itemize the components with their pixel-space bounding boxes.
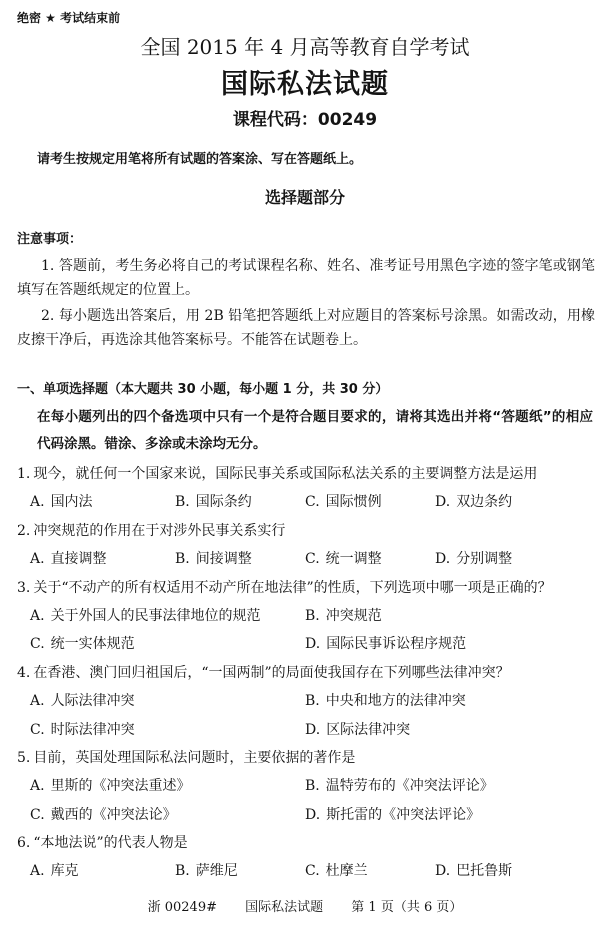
option-label: B. [175,863,190,880]
option-label: B. [175,551,190,568]
option-text: 国际惯例 [325,494,382,511]
option-text: 中央和地方的法律冲突 [325,693,466,710]
option-label: A. [30,494,45,511]
answer-notice: 请考生按规定用笔将所有试题的答案涂、写在答题纸上。 [37,152,363,167]
question-stem [17,744,595,772]
question-item [17,574,595,659]
option-label: B. [305,693,320,710]
option-text: 戴西的《冲突法论》 [50,806,177,823]
option-label: D. [435,551,451,568]
answer-option [305,716,595,744]
option-label: C. [305,863,320,880]
option-text: 人际法律冲突 [50,693,135,710]
footer-title: 国际私法试题 [245,900,324,915]
option-text: 关于外国人的民事法律地位的规范 [50,607,261,624]
question-number: 5. [17,749,31,766]
part-heading: 一、单项选择题（本大题共 30 小题，每小题 1 分，共 30 分） [17,382,389,397]
question-text: 冲突规范的作用在于对涉外民事关系实行 [33,522,286,539]
option-text: 里斯的《冲突法重述》 [50,778,191,795]
footer-page-number: 第 1 页（共 6 页） [351,900,463,915]
options-row [17,488,595,516]
answer-option [30,488,175,516]
answer-option [305,602,595,630]
option-text: 分别调整 [456,551,513,568]
confidential-note: 绝密 ★ 考试结束前 [17,11,121,25]
section-title: 选择题部分 [264,188,345,207]
answer-option [305,857,435,885]
answer-option [305,545,435,573]
option-text: 间接调整 [195,551,252,568]
note-item: 2. 每小题选出答案后，用 2B 铅笔把答题纸上对应题目的答案标号涂黑。如需改动，用橡皮擦干净后，再选涂其他答案标号。不能答在试题卷上。 [17,308,595,348]
option-text: 冲突规范 [325,607,382,624]
question-text: 目前，英国处理国际私法问题时，主要依据的著作是 [33,749,356,766]
option-text: 萨维尼 [195,863,238,880]
question-stem [17,574,595,602]
option-label: C. [30,806,45,823]
answer-option [175,857,305,885]
question-item [17,460,595,517]
option-label: A. [30,607,45,624]
option-label: C. [30,721,45,738]
answer-option [305,630,595,658]
question-item [17,659,595,744]
option-label: D. [305,636,321,653]
options-row [17,772,595,800]
answer-option [435,488,595,516]
question-item [17,517,595,574]
option-text: 国内法 [50,494,93,511]
answer-option [175,545,305,573]
option-text: 杜摩兰 [325,863,368,880]
option-text: 温特劳布的《冲突法评论》 [325,778,494,795]
option-text: 双边条约 [456,494,513,511]
option-label: B. [305,607,320,624]
answer-option [30,545,175,573]
question-stem [17,829,595,857]
option-label: D. [305,806,321,823]
option-label: D. [435,863,451,880]
option-label: C. [305,494,320,511]
page-footer [0,896,610,920]
question-text: 关于“不动产的所有权适用不动产所在地法律”的性质，下列选项中哪一项是正确的？ [33,579,552,596]
question-number: 2. [17,522,31,539]
option-label: A. [30,863,45,880]
question-number: 1. [17,466,31,482]
note-item: 1. 答题前，考生务必将自己的考试课程名称、姓名、准考证号用黑色字迹的签字笔或钢笔填写在答题纸规定的位置上。 [17,258,595,298]
paper-title: 国际私法试题 [221,69,389,100]
options-row [17,801,595,829]
option-text: 斯托雷的《冲突法评论》 [326,806,481,823]
answer-option [30,716,305,744]
answer-option [30,857,175,885]
exam-title: 全国 2015 年 4 月高等教育自学考试 [140,35,470,59]
answer-option [30,630,305,658]
answer-option [30,602,305,630]
option-label: D. [435,494,451,511]
options-row [17,545,595,573]
answer-option [305,488,435,516]
answer-option [175,488,305,516]
question-item [17,829,595,886]
answer-option [305,772,595,800]
option-label: C. [305,551,320,568]
question-stem [17,460,595,488]
question-text: 现今，就任何一个国家来说，国际民事关系或国际私法关系的主要调整方法是运用 [33,466,538,482]
question-stem [17,659,595,687]
answer-option [305,687,595,715]
option-text: 统一调整 [325,551,382,568]
answer-option [30,687,305,715]
option-label: A. [30,693,45,710]
options-row [17,630,595,658]
notes-heading: 注意事项： [17,232,83,247]
question-text: 在香港、澳门回归祖国后，“一国两制”的局面使我国存在下列哪些法律冲突？ [33,664,510,681]
answer-option [435,545,595,573]
option-label: B. [175,494,190,511]
question-text: “本地法说”的代表人物是 [33,835,188,852]
option-text: 国际条约 [195,494,252,511]
part-instruction: 在每小题列出的四个备选项中只有一个是符合题目要求的，请将其选出并将“答题纸”的相应代码涂黑。错涂、多涂或未涂均无分。 [37,409,593,452]
options-row [17,857,595,885]
question-number: 4. [17,664,31,681]
option-text: 区际法律冲突 [326,721,411,738]
question-item [17,744,595,829]
question-list [17,460,595,886]
options-row [17,716,595,744]
option-text: 统一实体规范 [50,636,135,653]
option-label: A. [30,551,45,568]
option-text: 库克 [50,863,79,880]
option-label: D. [305,721,321,738]
options-row [17,687,595,715]
option-text: 巴托鲁斯 [456,863,513,880]
options-row [17,602,595,630]
option-label: C. [30,636,45,653]
option-text: 国际民事诉讼程序规范 [326,636,467,653]
question-number: 6. [17,835,31,852]
option-text: 时际法律冲突 [50,721,135,738]
question-stem [17,517,595,545]
footer-code: 浙 00249# [147,900,217,915]
option-text: 直接调整 [50,551,107,568]
course-code: 课程代码：00249 [232,110,378,130]
option-label: B. [305,778,320,795]
answer-option [30,772,305,800]
answer-option [305,801,595,829]
answer-option [435,857,595,885]
option-label: A. [30,778,45,795]
question-number: 3. [17,579,31,596]
answer-option [30,801,305,829]
